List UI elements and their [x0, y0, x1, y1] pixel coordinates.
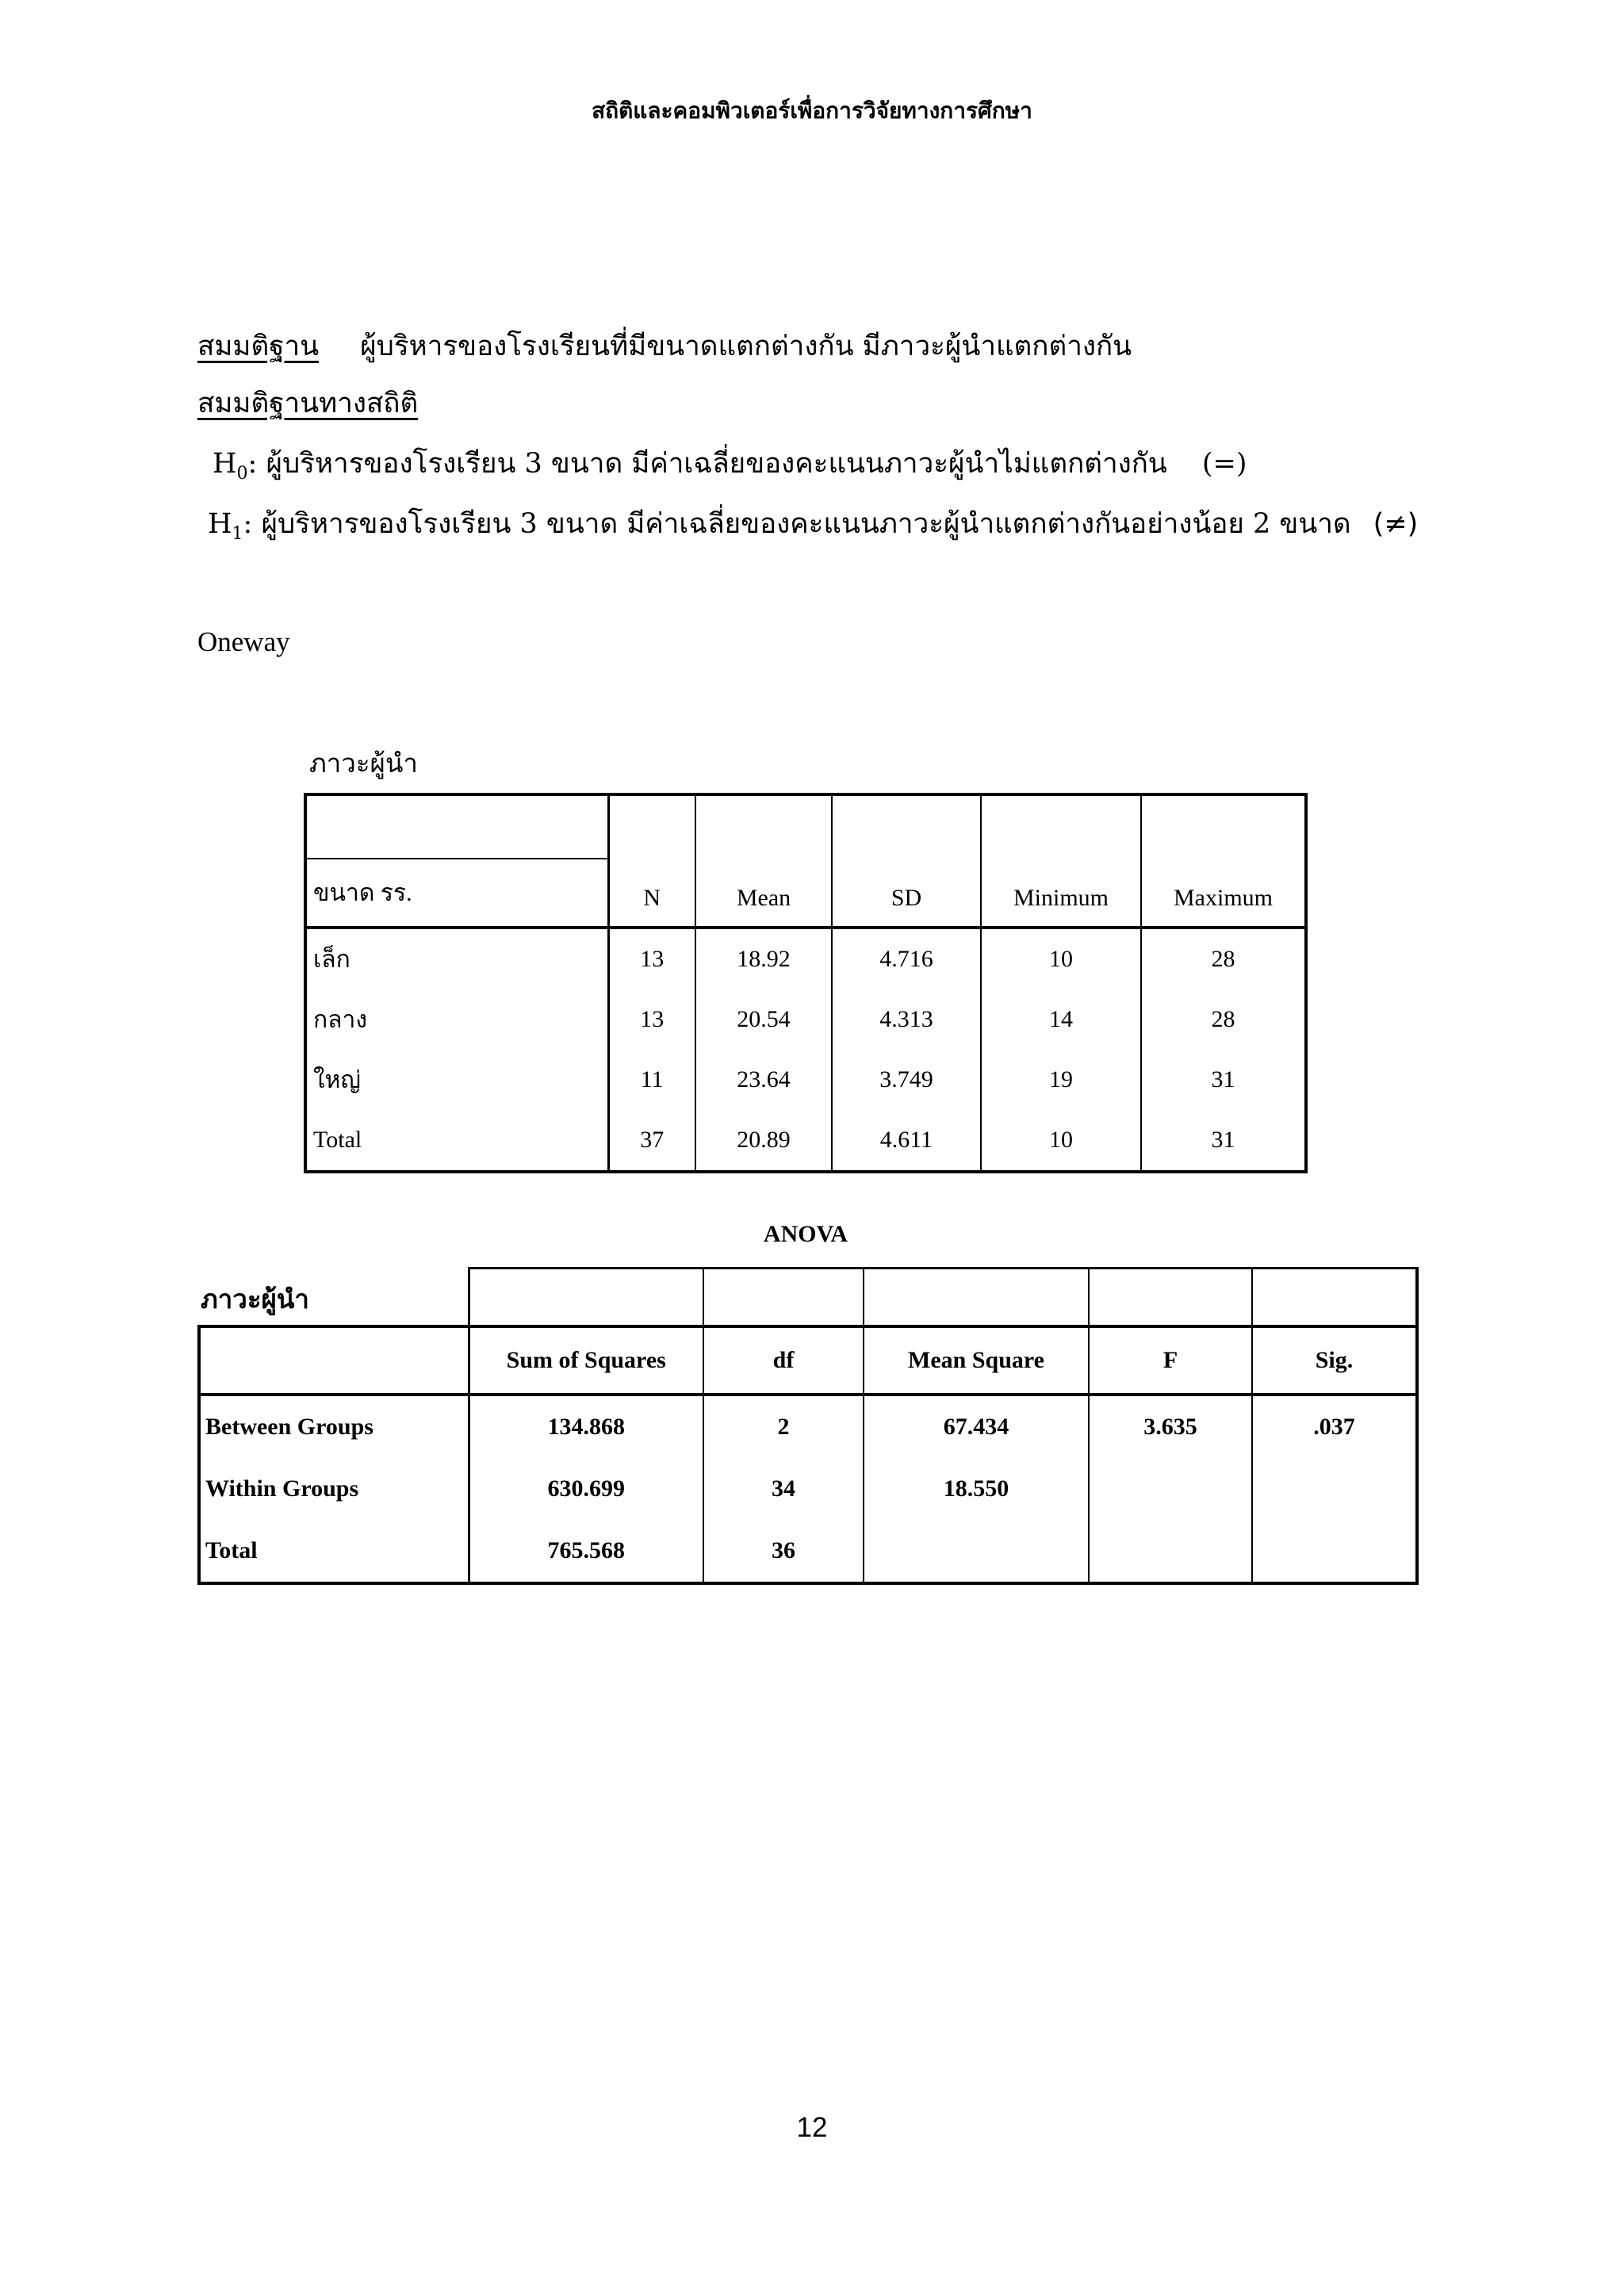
anova-header-spacer — [199, 1269, 1417, 1327]
cell: 3.635 — [1089, 1395, 1252, 1458]
alternative-hypothesis — [208, 504, 1418, 544]
cell: 28 — [1141, 928, 1306, 989]
row-label: Total — [305, 1110, 608, 1172]
row-label: Total — [199, 1520, 469, 1583]
running-header: สถิติและคอมพิวเตอร์เพื่อการวิจัยทางการศึกษา — [592, 98, 1032, 124]
table-row — [199, 1458, 1417, 1520]
cell: 31 — [1141, 1110, 1306, 1172]
spacer-cell — [1089, 1269, 1252, 1327]
table-row — [305, 989, 1306, 1050]
spacer-cell — [1252, 1269, 1417, 1327]
cell: 4.611 — [832, 1110, 981, 1172]
statistical-hypothesis-label-text: สมมติฐานทางสถิติ — [197, 388, 419, 419]
cell — [1089, 1520, 1252, 1583]
cell: 34 — [703, 1458, 864, 1520]
h1-prefix: H — [208, 508, 232, 540]
oneway-heading: Oneway — [197, 626, 290, 657]
row-label: ใหญ่ — [305, 1050, 608, 1110]
h1-symbol: (≠) — [1373, 508, 1419, 540]
page-number: 12 — [796, 2112, 828, 2143]
spacer-cell — [469, 1269, 703, 1327]
cell — [1252, 1458, 1417, 1520]
anova-table — [197, 1267, 1419, 1585]
cell: 18.92 — [695, 928, 832, 989]
cell: 13 — [608, 989, 695, 1050]
table-row — [199, 1520, 1417, 1583]
cell: 4.716 — [832, 928, 981, 989]
table-row — [305, 928, 1306, 989]
cell — [1089, 1458, 1252, 1520]
col-header-mean: Mean — [695, 794, 832, 928]
cell — [1252, 1520, 1417, 1583]
row-label: Between Groups — [199, 1395, 469, 1458]
h0-subscript: 0 — [236, 464, 248, 484]
cell: 3.749 — [832, 1050, 981, 1110]
h0-text: : ผู้บริหารของโรงเรียน 3 ขนาด มีค่าเฉลี่ยของคะแนนภาวะผู้นำไม่แตกต่างกัน — [247, 448, 1167, 480]
cell: 20.89 — [695, 1110, 832, 1172]
cell: 18.550 — [864, 1458, 1089, 1520]
row-label: เล็ก — [305, 928, 608, 989]
null-hypothesis — [213, 444, 1247, 484]
cell: 630.699 — [469, 1458, 703, 1520]
anova-caption-cell — [199, 1269, 469, 1327]
table-row — [305, 1050, 1306, 1110]
col-header-f: F — [1089, 1326, 1252, 1395]
h0-symbol: (=) — [1201, 448, 1247, 480]
table-row — [305, 1110, 1306, 1172]
descriptives-header-spacer — [305, 794, 1306, 859]
col-header-sig: Sig. — [1252, 1326, 1417, 1395]
cell: .037 — [1252, 1395, 1417, 1458]
cell: 2 — [703, 1395, 864, 1458]
cell: 10 — [981, 928, 1141, 989]
cell: 765.568 — [469, 1520, 703, 1583]
col-header-sd: SD — [832, 794, 981, 928]
corner-cell — [305, 794, 608, 859]
row-header-size: ขนาด รร. — [305, 859, 608, 928]
row-label: Within Groups — [199, 1458, 469, 1520]
table-row — [199, 1395, 1417, 1458]
col-header-df: df — [703, 1326, 864, 1395]
row-label: กลาง — [305, 989, 608, 1050]
cell: 14 — [981, 989, 1141, 1050]
anova-corner-cell — [199, 1326, 469, 1395]
cell: 36 — [703, 1520, 864, 1583]
research-hypothesis-label: สมมติฐาน — [197, 331, 320, 362]
cell: 31 — [1141, 1050, 1306, 1110]
cell: 10 — [981, 1110, 1141, 1172]
cell: 19 — [981, 1050, 1141, 1110]
cell: 20.54 — [695, 989, 832, 1050]
cell: 23.64 — [695, 1050, 832, 1110]
cell — [864, 1520, 1089, 1583]
cell: 37 — [608, 1110, 695, 1172]
anova-title: ANOVA — [763, 1221, 848, 1247]
descriptives-caption: ภาวะผู้นำ — [309, 748, 418, 779]
anova-caption: ภาวะผู้นำ — [201, 1284, 309, 1314]
research-hypothesis-text: ผู้บริหารของโรงเรียนที่มีขนาดแตกต่างกัน มีภาวะผู้นำแตกต่างกัน — [360, 331, 1132, 362]
cell: 134.868 — [469, 1395, 703, 1458]
cell: 28 — [1141, 989, 1306, 1050]
anova-header-row — [199, 1326, 1417, 1395]
h0-prefix: H — [213, 448, 237, 480]
col-header-minimum: Minimum — [981, 794, 1141, 928]
research-hypothesis-line — [197, 327, 1132, 366]
h1-subscript: 1 — [232, 524, 243, 544]
col-header-sum-of-squares: Sum of Squares — [469, 1326, 703, 1395]
cell: 4.313 — [832, 989, 981, 1050]
spacer-cell — [703, 1269, 864, 1327]
col-header-n: N — [608, 794, 695, 928]
col-header-mean-square: Mean Square — [864, 1326, 1089, 1395]
cell: 67.434 — [864, 1395, 1089, 1458]
statistical-hypothesis-label — [197, 384, 418, 423]
cell: 11 — [608, 1050, 695, 1110]
descriptives-table — [304, 793, 1308, 1173]
h1-text: : ผู้บริหารของโรงเรียน 3 ขนาด มีค่าเฉลี่ยของคะแนนภาวะผู้นำแตกต่างกันอย่างน้อย 2 ขนาด — [243, 508, 1351, 540]
spacer-cell — [864, 1269, 1089, 1327]
cell: 13 — [608, 928, 695, 989]
col-header-maximum: Maximum — [1141, 794, 1306, 928]
